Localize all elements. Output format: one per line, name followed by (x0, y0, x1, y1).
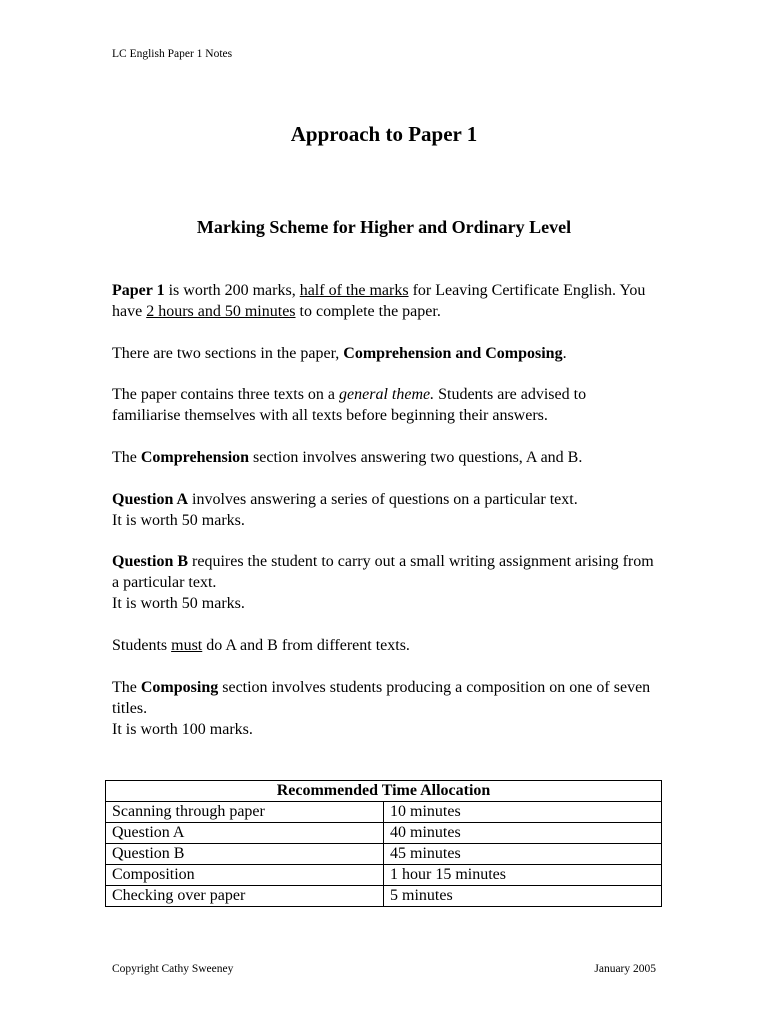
text: Students are advised to familiarise themselves with all texts before beginning their answers. (112, 386, 587, 424)
underline-half-marks: half of the marks (299, 282, 409, 299)
time-cell: 45 minutes (384, 844, 662, 865)
activity-cell: Checking over paper (106, 886, 384, 907)
table-row (106, 823, 662, 844)
text: requires the student to carry out a small writing assignment arising from a particular text. (112, 553, 654, 591)
footer-copyright: Copyright Cathy Sweeney (112, 963, 234, 975)
page-title: Approach to Paper 1 (290, 122, 478, 146)
time-cell: 40 minutes (384, 823, 662, 844)
bold-question-b: Question B (112, 553, 189, 570)
text: The (112, 679, 141, 696)
text: The paper contains three texts on a (112, 386, 340, 403)
paragraph-paper-worth (112, 280, 657, 322)
paragraph-question-b (112, 551, 657, 614)
paragraph-sections (112, 343, 657, 364)
text: involves answering a series of questions on a particular text. (188, 491, 578, 508)
bold-composing: Composing (140, 679, 219, 696)
time-allocation-table (105, 780, 662, 907)
time-cell: 5 minutes (384, 886, 662, 907)
italic-general-theme: general theme. (339, 386, 435, 403)
text: The (112, 449, 141, 466)
text: It is worth 100 marks. (112, 721, 253, 738)
text: It is worth 50 marks. (112, 595, 245, 612)
activity-cell: Scanning through paper (106, 802, 384, 823)
table-row (106, 802, 662, 823)
text: do A and B from different texts. (202, 637, 410, 654)
bold-question-a: Question A (112, 491, 189, 508)
text: is worth 200 marks, (164, 282, 300, 299)
table-header-row (106, 781, 662, 802)
paragraph-different-texts (112, 635, 657, 656)
paragraph-question-a (112, 489, 657, 531)
table-heading: Recommended Time Allocation (106, 781, 662, 802)
activity-cell: Composition (106, 865, 384, 886)
bold-paper-1: Paper 1 (112, 282, 165, 299)
text: for Leaving Certificate English. You have (112, 282, 646, 320)
footer-date: January 2005 (594, 963, 656, 975)
bold-sections: Comprehension and Composing (343, 345, 563, 362)
table-row (106, 886, 662, 907)
activity-cell: Question B (106, 844, 384, 865)
text: It is worth 50 marks. (112, 512, 245, 529)
text: There are two sections in the paper, (112, 345, 344, 362)
section-subtitle: Marking Scheme for Higher and Ordinary Level (196, 217, 572, 237)
text: . (562, 345, 567, 362)
activity-cell: Question A (106, 823, 384, 844)
underline-duration: 2 hours and 50 minutes (146, 303, 296, 320)
underline-must: must (171, 637, 203, 654)
time-cell: 1 hour 15 minutes (384, 865, 662, 886)
table-row (106, 865, 662, 886)
text: to complete the paper. (295, 303, 441, 320)
paragraph-texts (112, 384, 657, 426)
table-row (106, 844, 662, 865)
time-cell: 10 minutes (384, 802, 662, 823)
page-header: LC English Paper 1 Notes (112, 48, 233, 60)
text: section involves answering two questions, A and B. (249, 449, 583, 466)
paragraph-comprehension (112, 447, 657, 468)
bold-comprehension: Comprehension (140, 449, 250, 466)
paragraph-composing (112, 677, 657, 740)
text: Students (112, 637, 172, 654)
text: section involves students producing a composition on one of seven titles. (112, 679, 651, 717)
